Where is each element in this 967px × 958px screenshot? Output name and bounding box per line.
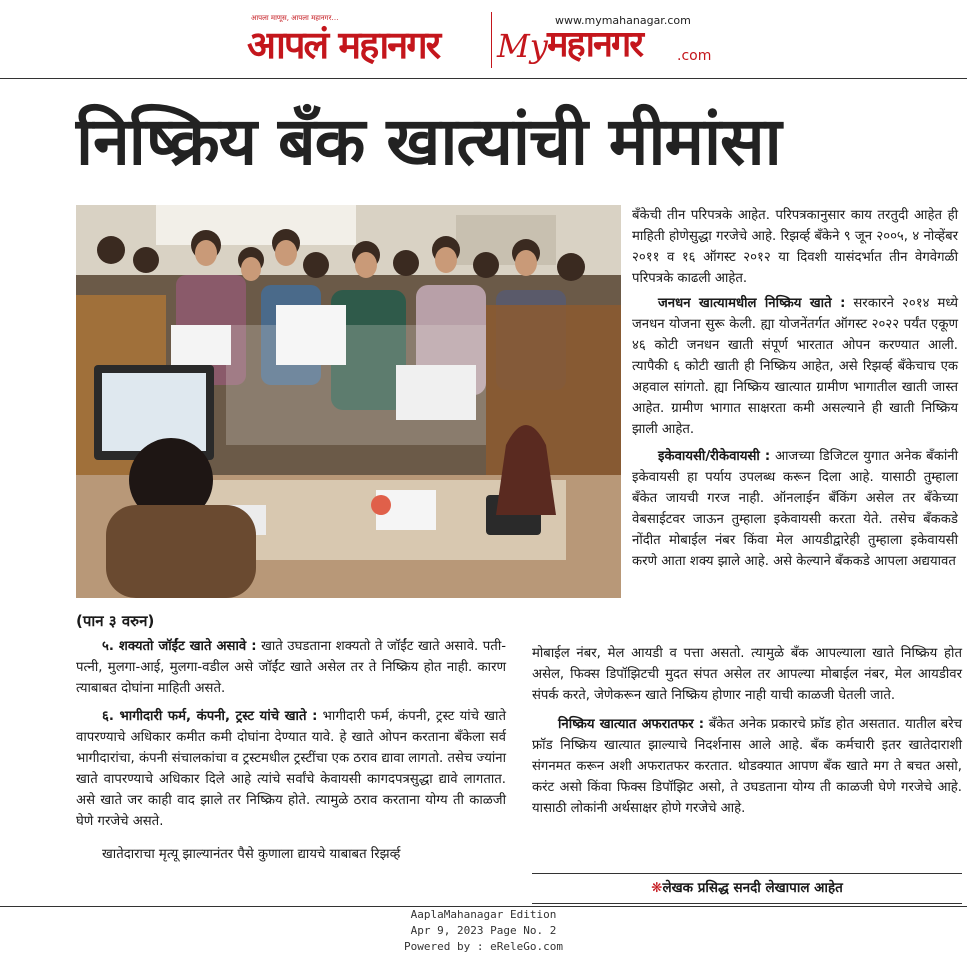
right-paragraph-3 <box>632 446 958 572</box>
p2-text: भागीदारी फर्म, कंपनी, ट्रस्ट यांचे खाते वापरण्याचे अधिकार कमीत कमी दोघांना देण्यात यावे. हे खाते ओपन करताना बँकेला सर्व भागीदारांचा, कंपनी संचालकांचा व ट्रस्टमधील ट्रस्टींचा एक ठराव द्यावा लागतो. तसेच ज्यांना खाते वापरण्याचे अधिकार दिले आहे त्यांचे सर्वांचे केवायसी कागदपत्रसुद्धा द्यावे लागतात. असे खाते जर काही वाद झाले तर निष्क्रिय होते. त्यामुळे ठराव करताना योग्य ती काळजी घेणे गरजेचे असते. <box>76 709 506 829</box>
footer-edition: AaplaMahanagar Edition <box>410 908 557 921</box>
right-paragraph-1: बँकेची तीन परिपत्रके आहेत. परिपत्रकानुसार काय तरतुदी आहेत ही माहिती होणेसुद्धा गरजेचे आहे. रिझर्व्ह बँकेने ९ जून २००५, ४ नोव्हेंबर २०११ व १६ ऑगस्ट २०१२ या दिवशी यासंदर्भात तीन वेगवेगळी परिपत्रके काढली आहेत. <box>632 208 958 286</box>
right-paragraph-4 <box>532 714 962 819</box>
jandhan-heading: जनधन खात्यामधील निष्क्रिय खाते : <box>658 296 846 311</box>
footer-powered-by[interactable]: Powered by : eReleGo.com <box>404 940 563 953</box>
bank-counter-photo <box>76 205 621 598</box>
byline-star-icon: ❋ <box>651 880 663 896</box>
p1-heading: ५. शक्यतो जॉईंट खाते असावे : <box>102 639 257 654</box>
masthead-logo <box>247 10 720 70</box>
continued-from-label: (पान ३ वरुन) <box>76 612 155 630</box>
ekyc-continued: मोबाईल नंबर, मेल आयडी व पत्ता असतो. त्यामुळे बँक आपल्याला खाते निष्क्रिय होत असेल, फिक्स डिपॉझिटची मुदत संपत असेल तर आपल्या मोबाईल नंबर, मेल आयडीवर संपर्क करते, जेणेकरून खाते निष्क्रिय होणार नाही याची काळजी घेतली जाते. <box>532 646 962 703</box>
ekyc-heading: इकेवायसी/रीकेवायसी : <box>658 449 771 464</box>
right-paragraph-2 <box>632 293 958 440</box>
byline-rule-top <box>532 873 962 874</box>
p2-heading: ६. भागीदारी फर्म, कंपनी, ट्रस्ट यांचे खाते : <box>102 709 318 724</box>
left-paragraph-1 <box>76 636 506 699</box>
fraud-text: बँकेत अनेक प्रकारचे फ्रॉड होत असतात. यातील बरेच फ्रॉड निष्क्रिय खात्यात झाल्याचे निदर्शनास आले आहे. बँक कर्मचारी इतर खातेदाराशी संगनमत करून अशी अफरातफर करतात. थोडक्यात आपण बँक खाते मग ते बचत असो, करंट असो किंवा फिक्स डिपॉझिट असो, ते उघडताना योग्य ती काळजी घेणे गरजेचे आहे. यासाठी लोकांनी अर्थसाक्षर होणे गरजेचे आहे. <box>532 717 962 816</box>
right-column-lower <box>532 643 962 819</box>
article-headline: निष्क्रिय बँक खात्यांची मीमांसा <box>76 103 781 180</box>
masthead-divider <box>491 12 492 68</box>
top-rule <box>0 78 967 79</box>
photo-illustration <box>76 205 621 598</box>
left-column <box>76 610 506 865</box>
masthead-dotcom: .com <box>677 48 712 64</box>
my-mahanagar-logo <box>495 10 720 70</box>
left-paragraph-3: खातेदाराचा मृत्यू झाल्यानंतर पैसे कुणाला द्यायचे याबाबत रिझर्व्ह <box>102 847 401 862</box>
masthead-name-right: महानगर <box>547 24 642 65</box>
masthead-my: My <box>497 27 548 65</box>
footer-date-page: Apr 9, 2023 Page No. 2 <box>410 924 557 937</box>
p1-text: खाते उघडताना शक्यतो ते जॉईंट खाते असावे. पती-पत्नी, मुलगा-आई, मुलगा-वडील असे जॉईंट खाते असेल तर ते निष्क्रिय होत नाही. कारण त्याबाबत दोघांना माहिती असते. <box>76 639 506 696</box>
jandhan-text: सरकारने २०१४ मध्ये जनधन योजना सुरू केली. ह्या योजनेंतर्गत ऑगस्ट २०२२ पर्यंत एकूण ४६ कोटी जनधन खाती संपूर्ण भारतात ओपन करण्यात आली. त्यापैकी ६ कोटी खाती ही निष्क्रिय आहेत, असे रिझर्व्ह बँकेचाच एक अहवाल सांगतो. ह्या निष्क्रिय खात्यात ग्रामीण भागातील खाती जास्त आहेत. ग्रामीण भागात साक्षरता कमी असल्याने ही खाती निष्क्रिय झाली आहेत. <box>632 296 958 437</box>
byline-rule-bottom <box>532 903 962 904</box>
masthead-name-left: आपलं महानगर <box>247 23 440 67</box>
edition-footer <box>0 907 967 955</box>
right-column-upper <box>632 205 958 572</box>
masthead-tagline: आपला माणूस, आपला महानगर… <box>251 14 339 22</box>
author-byline <box>532 876 962 900</box>
fraud-heading: निष्क्रिय खात्यात अफरातफर : <box>558 717 705 732</box>
ekyc-text: आजच्या डिजिटल युगात अनेक बँकांनी इकेवायसी हा पर्याय उपलब्ध करून दिला आहे. यासाठी तुम्हाला बँकेत जायची गरज नाही. ऑनलाईन बँकिंग असेल तर बँकेच्या वेबसाईटवर जाऊन तुम्हाला इकेवायसी करता येते. तसेच बँककडे नोंदीत मोबाईल नंबर किंवा मेल आयडीद्वारेही तुम्हाला इकेवायसी करणे आता शक्य झाले आहे. असे केल्याने बँककडे आपला अद्ययावत <box>632 449 958 569</box>
masthead-url: www.mymahanagar.com <box>555 14 691 27</box>
aapla-mahanagar-logo <box>247 10 490 70</box>
byline-text: लेखक प्रसिद्ध सनदी लेखापाल आहेत <box>662 880 843 896</box>
left-paragraph-2 <box>76 706 506 832</box>
